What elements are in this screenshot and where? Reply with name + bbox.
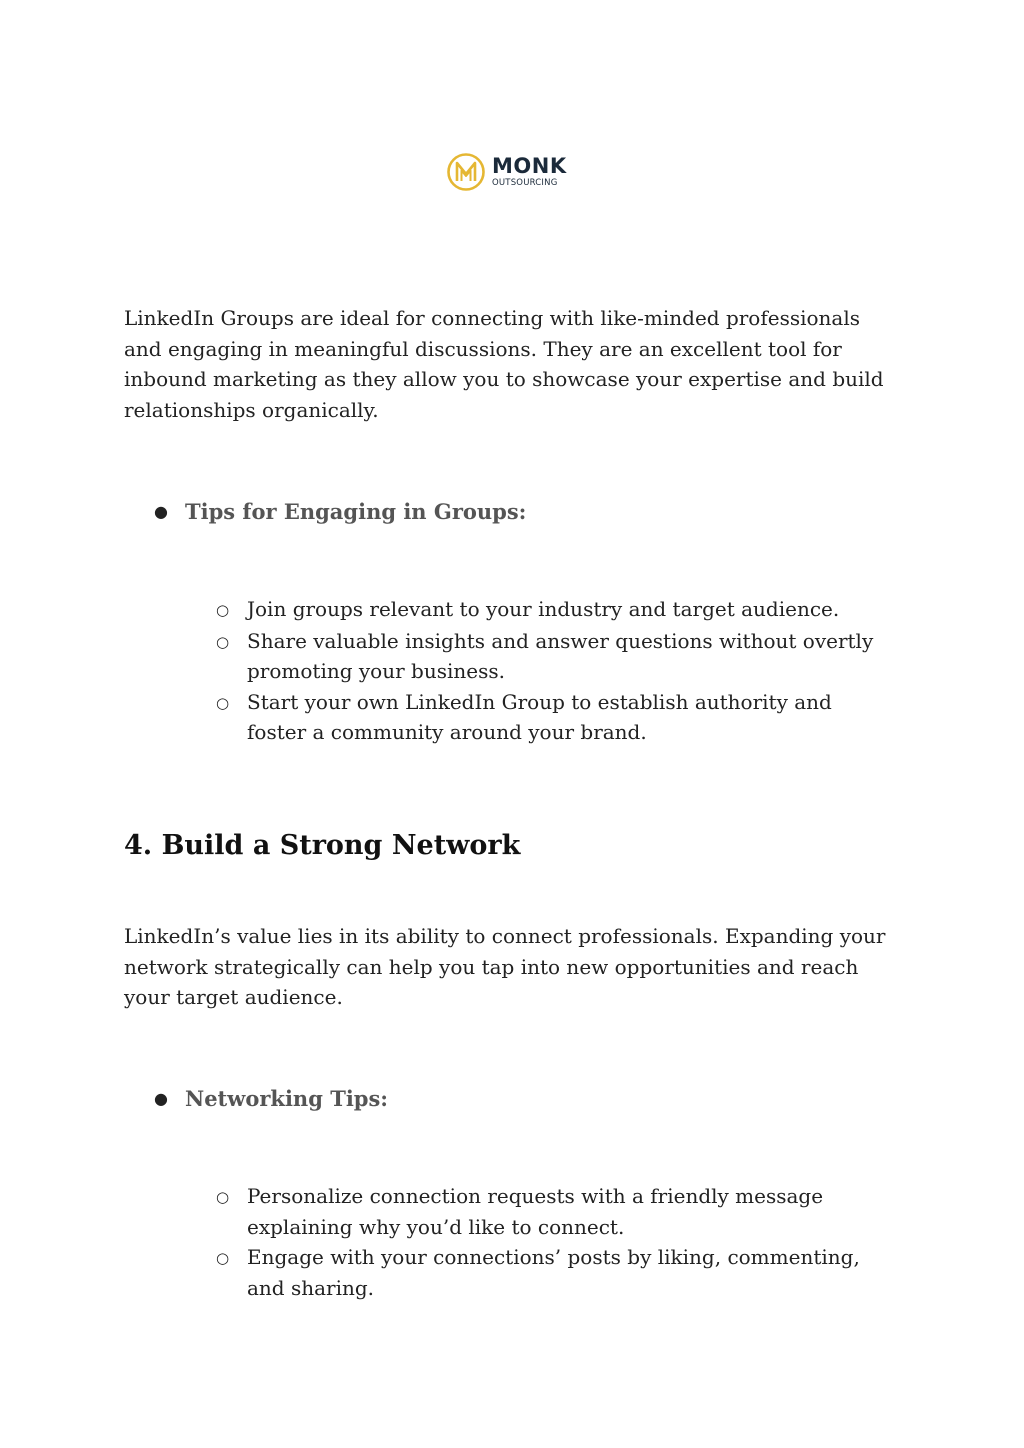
- groups-tips-heading-text: Tips for Engaging in Groups:: [185, 499, 527, 524]
- groups-intro-paragraph: LinkedIn Groups are ideal for connecting with like-minded professionals and engaging in meaningful discussions. They are an excellent tool for inbound marketing as they allow you to showcase your expertise and build relationships organically.: [124, 306, 884, 422]
- sub-bullet-icon: ○: [216, 1249, 230, 1267]
- company-logo: [446, 150, 567, 194]
- sub-bullet-icon: ○: [216, 1188, 230, 1206]
- logo-subtitle: OUTSOURCING: [492, 178, 558, 189]
- list-item: [216, 1181, 916, 1242]
- bullet-icon: ●: [154, 502, 168, 521]
- sub-bullet-icon: ○: [216, 632, 230, 651]
- list-item: [216, 1242, 916, 1303]
- list-item-text: Personalize connection requests with a friendly message explaining why you’d like to connect.: [247, 1184, 824, 1239]
- section-heading: 4. Build a Strong Network: [124, 830, 521, 861]
- bullet-icon: ●: [154, 1089, 168, 1108]
- groups-tips-list: [216, 594, 916, 748]
- list-item: [216, 626, 916, 687]
- list-item: [216, 687, 916, 748]
- network-intro-paragraph: LinkedIn’s value lies in its ability to connect professionals. Expanding your network strategically can help you tap into new opportunities and reach your target audience.: [124, 924, 886, 1009]
- networking-tips-heading-text: Networking Tips:: [185, 1086, 389, 1111]
- list-item-text: Share valuable insights and answer questions without overtly promoting your business.: [247, 628, 874, 683]
- groups-tips-heading: [154, 497, 526, 527]
- monk-logo-icon: [446, 152, 486, 192]
- list-item-text: Start your own LinkedIn Group to establish authority and foster a community around your brand.: [247, 689, 832, 744]
- networking-tips-heading: [154, 1084, 388, 1114]
- networking-tips-list: [216, 1181, 916, 1303]
- list-item-text: Join groups relevant to your industry and target audience.: [247, 597, 840, 621]
- list-item: [216, 594, 916, 626]
- list-item-text: Engage with your connections’ posts by liking, commenting, and sharing.: [247, 1245, 860, 1300]
- sub-bullet-icon: ○: [216, 601, 230, 619]
- logo-name: MONK: [492, 154, 567, 179]
- sub-bullet-icon: ○: [216, 693, 230, 712]
